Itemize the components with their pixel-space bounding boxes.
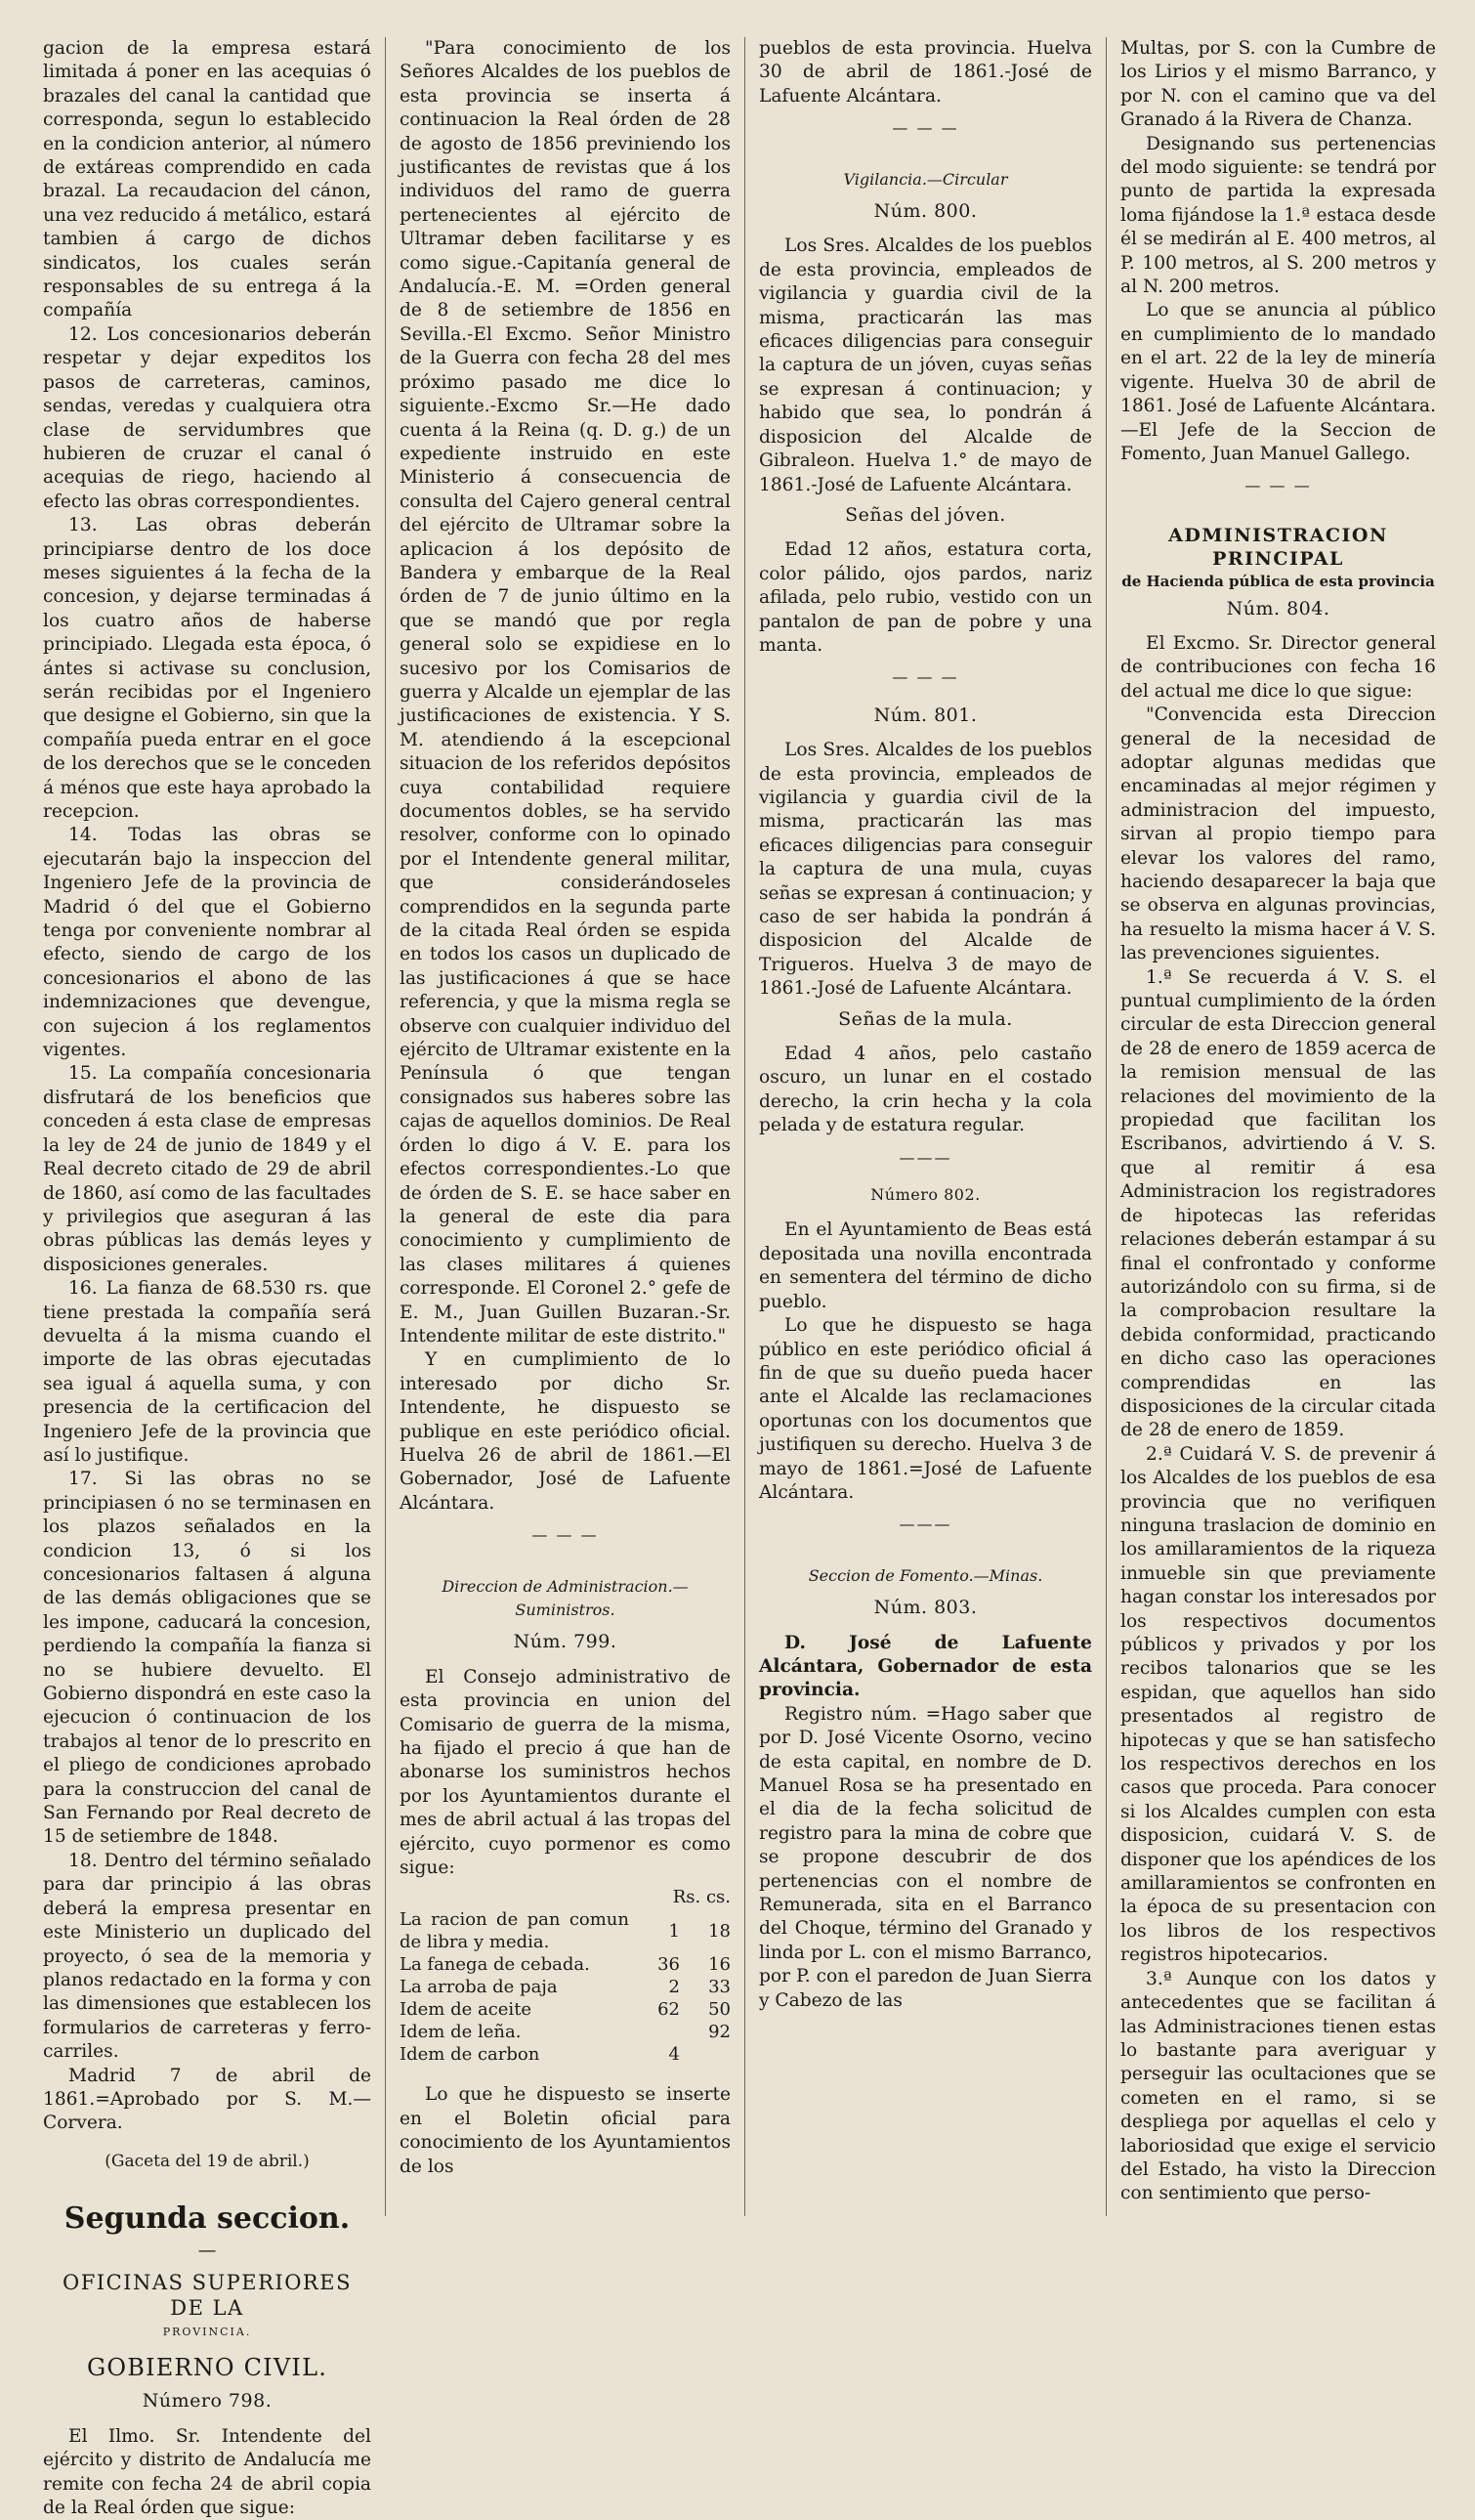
administracion-heading: ADMINISTRACION PRINCIPAL [1168,524,1388,571]
price-item: La racion de pan comun de libra y media. [400,1909,629,1953]
prices-header: Rs. cs. [672,1887,731,1908]
real-orden-text: "Para conocimiento de los Señores Alcaldes de los pueblos de esta provincia se inserta á continuacion la Real órden de 28 de agosto de 1856 previniendo los justificantes de revistas que á los individuos del ramo de guerra pertenecientes al ejército de Ultramar deben facilitarse y es como sigue.-Capitanía general de Andalucía.-E. M. =Orden general de 8 de setiembre de 1856 en Sevilla.-El Excmo. Señor Ministro de la Guerra con fecha 28 del mes próximo pasado me dice lo siguiente.-Excmo Sr.—He dado cuenta á la Reina (q. D. g.) de un expediente instruido en este Ministerio á consecuencia de consulta del Cajero general central del ejército de Ultramar sobre la aplicacion á los depósito de Bandera y embarque de la Real órden de 7 de junio último en la que se mandó que por regla general solo se expidiese en lo sucesivo por los Comisarios de guerra y Alcalde un ejemplar de las justificaciones de existencia. Y S. M. atendiendo á la escepcional situacion de los referidos depósitos cuya contabilidad requiere documentos dobles, se ha servido resolver, conforme con lo opinado por el Intendente general militar, que considerándoseles comprendidos en la segunda parte de la citada Real órden se espida en todos los casos un duplicado de las justificaciones á que se hace referencia, y que la misma regla se observe con cualquier individuo del ejército de Ultramar existente en la Península ó que tengan consignados sus haberes sobre las cajas de aquellos dominios. De Real órden lo digo á V. E. para los efectos correspondientes.-Lo que de órden de S. E. se hace saber en la general de este dia para conocimiento y cumplimiento de las clases militares á quienes corresponde. El Coronel 2.° gefe de E. M., Juan Guillen Buzaran.-Sr. Intendente militar de este distrito." [400,38,731,1346]
price-rs [629,2021,680,2043]
madrid-signature: Madrid 7 de abril de 1861.=Aprobado por S. M.—Corvera. [43,2065,371,2134]
price-rs: 62 [657,1999,680,2021]
table-row [400,1908,731,1953]
column-2 [385,37,744,2216]
paragraph-designando: Designando sus pertenencias del modo siguiente: se tendrá por punto de partida la expresada loma fijándose la 1.ª estaca desde él se medirán al E. 400 metros, al P. 100 metros, al S. 200 metros y al N. 200 metros. [1120,133,1436,298]
paragraph-continuation: gacion de la empresa estará limitada á poner en las acequias ó brazales del canal la cantidad que corresponda, segun lo establecido en la condicion anterior, al número de extáreas comprendido en cada brazal. La recaudacion del cánon, una vez reducido á metálico, estará tambien á cargo de dichos sindicatos, los cuales serán responsables de su entrega á la compañía [43,38,371,321]
price-item: Idem de carbon [400,2044,540,2066]
price-item: La arroba de paja [400,1977,558,1998]
column-3 [744,37,1106,2216]
separator: ——— [899,1147,952,1167]
condition-15: 15. La compañía concesionaria disfrutará de los beneficios que conceden á esta clase de empresas la ley de 24 de junio de 1849 y el Real decreto citado de 29 de abril de 1860, así como de las facultades y privilegios que aseguran á las obras públicas las demás leyes y disposiciones generales. [43,1063,371,1275]
condition-16: 16. La fianza de 68.530 rs. que tiene prestada la compañía será devuelta á la misma cuando el importe de las obras ejecutadas sea igual á aquella suma, y con presencia de la certificacion del Ingeniero Jefe de la provincia que así lo justifique. [43,1278,371,1466]
number-804: Núm. 804. [1226,597,1330,619]
separator: — — — [1244,476,1312,495]
paragraph-804d: 2.ª Cuidará V. S. de prevenir á los Alcaldes de los pueblos de esa provincia que no verifiquen ninguna traslacion de dominio en los amillaramientos de la riqueza inmueble sin que previamente hagan constar los interesados por los respectivos documentos públicos y privados y por los recibos talonarios que se les espidan, que aquellos han sido presentados al registro de hipotecas y que se han satisfecho los respectivos derechos en los casos que proceda. Para conocer si los Alcaldes cumplen con esta disposicion, cuidará V. S. de disponer que los apéndices de los amillaramientos se confronten en la época de su presentacion con los libros de los respectivos registros hipotecarios. [1120,1443,1436,1966]
section-title: Segunda seccion. [63,2201,351,2237]
condition-18: 18. Dentro del término señalado para dar principio á las obras deberá la empresa presentar en este Ministerio un duplicado del proyecto, ó sea de la memoria y planos redactado en la forma y con las dimensiones que establecen los formularios de carreteras y ferro-carriles. [43,1850,371,2063]
prices-table [400,1886,731,2066]
number-798: Número 798. [142,2390,273,2413]
paragraph-800: Los Sres. Alcaldes de los pueblos de esta provincia, empleados de vigilancia y guardia civil de la misma, practicarán las mas eficaces diligencias para conseguir la captura de un jóven, cuyas señas se expresan á continuacion; y habido que sea, lo pondrán á disposicion del Alcalde de Gibraleon. Huelva 1.° de mayo de 1861.-José de Lafuente Alcántara. [759,235,1092,495]
section-dash: — [197,2241,217,2262]
hacienda-subheading: de Hacienda pública de esta provincia [1121,572,1435,590]
gaceta-note: (Gaceta del 19 de abril.) [105,2151,310,2171]
condition-13: 13. Las obras deberán principiarse dentro de los doce meses siguientes á la fecha de la concesion, y dejarse terminadas á los cuatro años de haberse principiado. Llegada esta época, ó ántes si activase su conclusion, serán recibidas por el Ingeniero que designe el Gobierno, sin que la compañía pueda entrar en el goce de los derechos que se le conceden á ménos que este haya aprobado la recepcion. [43,515,371,822]
price-rs: 4 [668,2044,680,2066]
price-cs: 16 [708,1954,731,1976]
paragraph-802a: En el Ayuntamiento de Beas está depositada una novilla encontrada en sementera del término de dicho pueblo. [759,1219,1092,1312]
paragraph-804a: El Excmo. Sr. Director general de contribuciones con fecha 16 del actual me dice lo que sigue: [1120,632,1436,702]
prices-header-row [400,1886,731,1908]
number-801: Núm. 801. [873,704,978,726]
gobierno-civil-heading: GOBIERNO CIVIL. [86,2353,328,2381]
number-800: Núm. 800. [873,200,978,223]
price-rs: 2 [668,1977,680,1998]
number-802: Número 802. [870,1185,981,1205]
paragraph-803b: Registro núm. =Hago saber que por D. José Vicente Osorno, vecino de esta capital, en nombre de D. Manuel Rosa se ha presentado en el dia de la fecha solicitud de registro para la mina de cobre que se propone descubrir de dos pertenencias con el nombre de Remunerada, sita en el Barranco del Choque, término del Granado y linda por L. con el mismo Barranco, por P. con el paredon de Juan Sierra y Cabezo de las [759,1703,1092,2011]
condition-14: 14. Todas las obras se ejecutarán bajo la inspeccion del Ingeniero Jefe de la provincia de Madrid ó del que el Gobierno tenga por conveniente nombrar al efecto, siendo de cargo de los concesionarios el abono de las indemnizaciones que devengue, con sujecion á los reglamentos vigentes. [43,825,371,1061]
heading-administracion: Direccion de Administracion.—Suministros. [442,1576,689,1619]
cumplimiento-paragraph: Y en cumplimiento de lo interesado por dicho Sr. Intendente, he dispuesto se publique en este periódico oficial. Huelva 26 de abril de 1861.—El Gobernador, José de Lafuente Alcántara. [400,1349,731,1514]
table-row [400,1953,731,1976]
table-row [400,1998,731,2021]
senas-joven-text: Edad 12 años, estatura corta, color pálido, ojos pardos, nariz afilada, pelo rubio, vestido con un pantalon de pan de pobre y una manta. [759,539,1092,656]
price-cs [680,2043,731,2066]
column-4 [1106,37,1450,2216]
paragraph-801: Los Sres. Alcaldes de los pueblos de esta provincia, empleados de vigilancia y guardia civil de la misma, practicarán las mas eficaces diligencias para conseguir la captura de una mula, cuyas señas se expresan á continuacion; y caso de ser habida la pondrán á disposicion del Alcalde de Trigueros. Huelva 3 de mayo de 1861.-José de Lafuente Alcántara. [759,740,1092,1000]
price-cs: 50 [708,1999,731,2021]
price-rs: 1 [668,1920,680,1942]
oficinas-heading: OFICINAS SUPERIORES DE LA [63,2270,352,2320]
paragraph-802b: Lo que he dispuesto se haga público en este periódico oficial á fin de que su dueño pueda hacer ante el Alcalde las reclamaciones oportunas con los documentos que justifiquen su derecho. Huelva 3 de mayo de 1861.=José de Lafuente Alcántara. [759,1315,1092,1503]
price-cs: 92 [708,2022,731,2043]
separator: — — — [531,1525,599,1545]
paragraph-lo-que: Lo que he dispuesto se inserte en el Boletin oficial para conocimiento de los Ayuntamientos de los [400,2084,731,2177]
paragraph-continuation: pueblos de esta provincia. Huelva 30 de abril de 1861.-José de Lafuente Alcántara. [759,38,1092,107]
column-1 [29,37,385,2518]
senas-mula-text: Edad 4 años, pelo castaño oscuro, un lunar en el costado derecho, la crin hecha y la cola pelada y de estatura regular. [759,1044,1092,1136]
paragraph-803a: D. José de Lafuente Alcántara, Gobernador de esta provincia. [759,1632,1092,1701]
separator: — — — [892,118,959,138]
separator: — — — [892,667,959,687]
paragraph-799: El Consejo administrativo de esta provincia en union del Comisario de guerra de la misma, ha fijado el precio á que han de abonarse los suministros hechos por los Ayuntamientos durante el mes de abril actual á las tropas del ejército, cuyo pormenor es como sigue: [400,1666,731,1879]
paragraph-804b: "Convencida esta Direccion general de la necesidad de adoptar algunas medidas que encaminadas al mejor régimen y administracion del impuesto, sirvan al propio tiempo para elevar los valores del ramo, haciendo desaparecer la baja que se observa en algunas provincias, ha resuelto la misma hacer á V. S. las prevenciones siguientes. [1120,705,1436,964]
heading-vigilancia: Vigilancia.—Circular [843,169,1008,189]
heading-fomento: Seccion de Fomento.—Minas. [808,1565,1043,1585]
paragraph-804e: 3.ª Aunque con los datos y antecedentes que se facilitan á las Administraciones tienen estas lo bastante para averiguar y perseguir las ocultaciones que se cometen en el ramo, si se despliega por aquellas el celo y laboriosidad que exige el servicio del Estado, ha visto la Direccion con sentimiento que perso- [1120,1968,1436,2204]
table-row [400,2043,731,2066]
price-cs: 18 [708,1920,731,1942]
paragraph-anuncia: Lo que se anuncia al público en cumplimiento de lo mandado en el art. 22 de la ley de minería vigente. Huelva 30 de abril de 1861. José de Lafuente Alcántara.—El Jefe de la Seccion de Fomento, Juan Manuel Gallego. [1120,300,1436,464]
price-cs: 33 [708,1977,731,1998]
senas-mula-heading: Señas de la mula. [838,1007,1013,1030]
condition-12: 12. Los concesionarios deberán respetar y dejar expeditos los pasos de carreteras, caminos, sendas, veredas y cualquiera otra clase de servidumbres que hubieren de cruzar el canal ó acequias de riego, haciendo al efecto las obras correspondientes. [43,323,371,512]
price-item: La fanega de cebada. [400,1954,590,1976]
separator: ——— [899,1515,952,1534]
paragraph-804c: 1.ª Se recuerda á V. S. el puntual cumplimiento de la órden circular de esta Direccion general de 28 de enero de 1859 acerca de la remision mensual de las relaciones del movimiento de la propiedad que facilitan los Escribanos, advirtiendo á V. S. que al remitir á esa Administracion los registradores de hipotecas las referidas relaciones deberán estampar á su final el confrontado y conforme autorizándolo con su firma, si de la comprobacion resultare la debida conformidad, practicando en dicho caso las operaciones comprendidas en las disposiciones de la circular citada de 28 de enero de 1859. [1120,966,1436,1441]
price-item: Idem de aceite [400,1999,532,2021]
provincia-heading: PROVINCIA. [162,2325,252,2338]
paragraph-798: El Ilmo. Sr. Intendente del ejército y distrito de Andalucía me remite con fecha 24 de abril copia de la Real órden que sigue: [43,2425,371,2518]
number-799: Núm. 799. [513,1631,617,1653]
price-item: Idem de leña. [400,2022,522,2043]
number-803: Núm. 803. [873,1597,978,1619]
table-row [400,1976,731,1998]
price-rs: 36 [657,1954,680,1976]
senas-joven-heading: Señas del jóven. [845,503,1006,526]
table-row [400,2021,731,2043]
condition-17: 17. Si las obras no se principiasen ó no se terminasen en los plazos señalados en la condicion 13, ó si los concesionarios faltasen á alguna de las demás obligaciones que se les impone, caducará la concesion, perdiendo la compañía la fianza si no se hubiere devuelto. El Gobierno dispondrá en este caso la ejecucion ó continuacion de los trabajos al tenor de lo prescrito en el pliego de condiciones aprobado para la construccion del canal de San Fernando por Real decreto de 15 de setiembre de 1848. [43,1469,371,1848]
paragraph-continuation: Multas, por S. con la Cumbre de los Lirios y el mismo Barranco, y por N. con el camino que va del Granado á la Rivera de Chanza. [1120,38,1436,131]
